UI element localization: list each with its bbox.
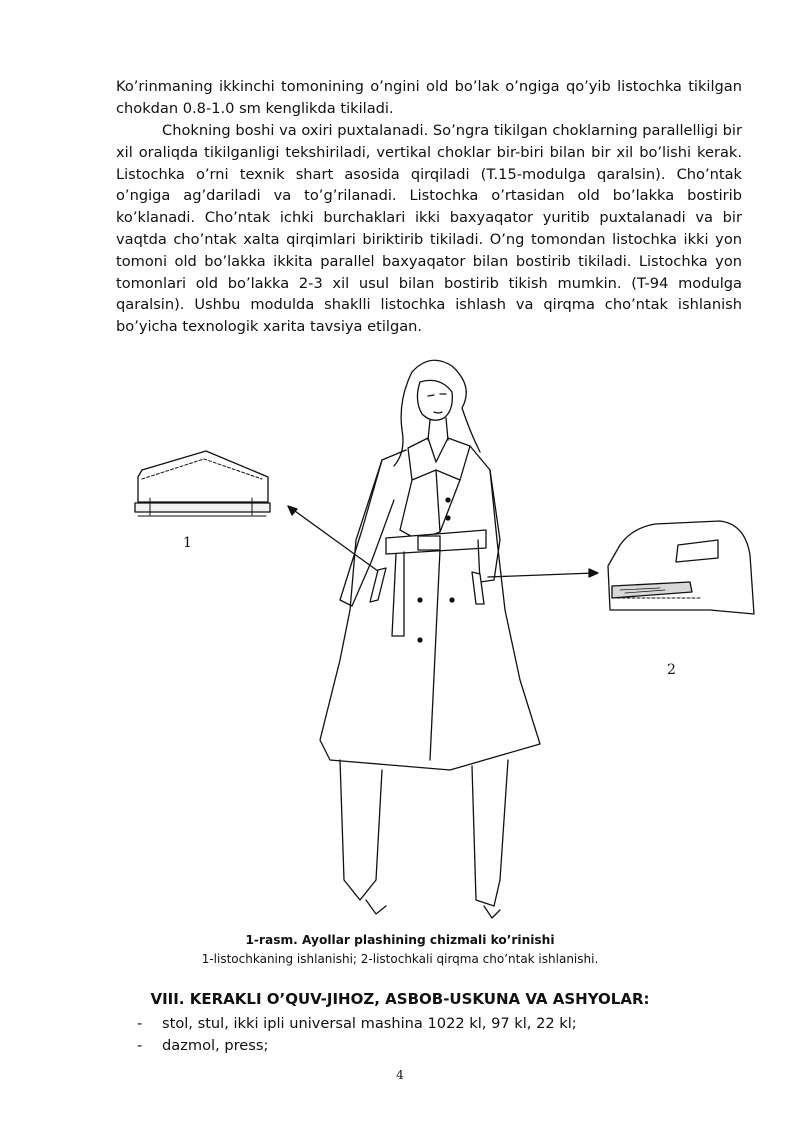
list-item [137, 1013, 577, 1035]
coat-illustration [0, 350, 800, 930]
detail-2-label: 2 [667, 662, 676, 678]
list-item-text: dazmol, press; [162, 1037, 269, 1054]
list-item [137, 1035, 577, 1057]
list-item-text: stol, stul, ikki ipli universal mashina 1022 kl, 97 kl, 22 kl; [162, 1015, 577, 1032]
coat-illustration-figure [0, 350, 800, 930]
woman-figure [320, 360, 540, 918]
detail-1-label: 1 [183, 535, 192, 551]
list-bullet: - [137, 1015, 143, 1032]
paragraph-1: Ko’rinmaning ikkinchi tomonining o’ngini old bo’lak o’ngiga qo’yib listochka tikilgan chokdan 0.8-1.0 sm kenglikda tikiladi. [116, 78, 742, 117]
list-bullet: - [137, 1037, 143, 1054]
arrow-to-detail-1 [288, 506, 382, 574]
section-heading: VIII. KERAKLI O’QUV-JIHOZ, ASBOB-USKUNA VA ASHYOLAR: [150, 990, 650, 1008]
detail-1-flap-drawing [135, 451, 270, 516]
equipment-list [137, 1013, 577, 1057]
figure-caption-title: 1-rasm. Ayollar plashining chizmali ko’rinishi [245, 933, 555, 947]
paragraph-2: Chokning boshi va oxiri puxtalanadi. So’ngra tikilgan choklarning parallelligi bir xil oraliqda tikilganligi tekshiriladi, vertikal choklar bir-biri bilan bir xil bo’lishi kerak. Listochka o’rni texnik shart asosida qirqiladi (T.15-modulga qaralsin). Cho’ntak o’ngiga ag’dariladi va to’g’rilanadi. Listochka o’rtasidan old bo’lakka bostirib ko’klanadi. Cho’ntak ichki burchaklari ikki baxyaqator yuritib puxtalanadi va bir vaqtda cho’ntak xalta qirqimlari biriktirib tikiladi. O’ng tomondan listochka ikki yon tomoni old bo’lakka ikkita parallel baxyaqator bilan bostirib tikiladi. Listochka yon tomonlari old bo’lakka 2-3 xil usul bilan bostirib tikish mumkin. (T-94 modulga qaralsin). Ushbu modulda shaklli listochka ishlash va qirqma cho’ntak ishlanish bo’yicha texnologik xarita tavsiya etilgan. [116, 122, 742, 336]
page-number: 4 [396, 1068, 404, 1082]
detail-2-pocket-drawing [608, 521, 754, 614]
arrow-to-detail-2 [488, 569, 598, 577]
figure-caption-subtitle: 1-listochkaning ishlanishi; 2-listochkali qirqma cho’ntak ishlanishi. [201, 952, 599, 966]
